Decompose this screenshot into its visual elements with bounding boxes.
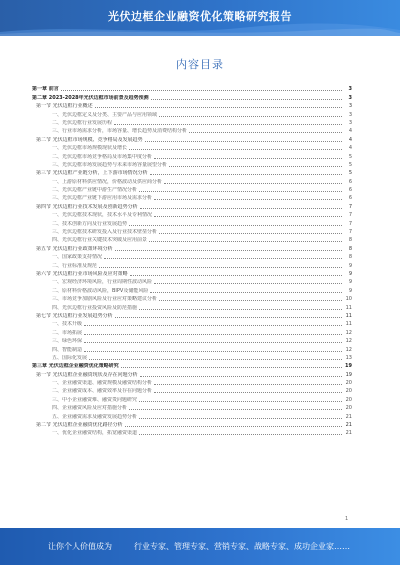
toc-entry-page: 20: [345, 380, 352, 387]
toc-leader-dots: [115, 249, 342, 251]
toc-entry-label: 三、市场竞争加剧风险及行业应对策略建议分析: [52, 296, 158, 303]
toc-leader-dots: [151, 98, 342, 100]
toc-entry-page: 6: [348, 187, 352, 194]
toc-leader-dots: [89, 358, 342, 360]
toc-entry-label: 第三节 光伏边框产业链分析，上下游市场情况分析: [36, 170, 148, 177]
toc-leader-dots: [189, 131, 342, 133]
toc-leader-dots: [115, 316, 342, 318]
toc-entry-page: 21: [345, 413, 352, 420]
toc-entry[interactable]: [32, 386, 352, 394]
toc-entry-label: 第五节 光伏边框行业政策环境分析: [36, 245, 113, 252]
toc-entry[interactable]: [32, 252, 352, 260]
toc-entry[interactable]: [32, 185, 352, 193]
toc-leader-dots: [129, 148, 342, 150]
toc-leader-dots: [84, 350, 342, 352]
toc-leader-dots: [139, 417, 342, 419]
toc-leader-dots: [159, 299, 342, 301]
toc-entry-page: 5: [348, 170, 352, 177]
toc-entry[interactable]: [32, 411, 352, 419]
toc-entry[interactable]: [32, 193, 352, 201]
toc-entry[interactable]: [32, 294, 352, 302]
toc-entry-label: 第二章 2023-2028年光伏边框市场前景及趋势预测: [32, 94, 149, 101]
toc-entry-label: 二、企业融资成本、融资效率及存在问题分析: [52, 388, 153, 395]
toc-leader-dots: [139, 433, 342, 435]
toc-entry-label: 第六节 光伏边框行业市场风险及应对策略: [36, 270, 128, 277]
toc-entry[interactable]: [32, 311, 352, 319]
toc-entry-page: 3: [348, 103, 352, 110]
toc-entry-page: 20: [345, 396, 352, 403]
toc-leader-dots: [169, 165, 342, 167]
toc-entry-page: 12: [345, 329, 352, 336]
toc-entry-label: 四、企业融资风险及应对措施分析: [52, 405, 128, 412]
toc-entry-label: 四、光伏边框行业关键技术突破及应用前景: [52, 237, 148, 244]
toc-entry[interactable]: [32, 151, 352, 159]
toc-entry[interactable]: [32, 235, 352, 243]
toc-entry-page: 6: [348, 195, 352, 202]
toc-entry-label: 一、上游原材料供应情况，价格波动及供应商分析: [52, 178, 163, 185]
toc-entry[interactable]: [32, 201, 352, 209]
toc-entry-page: 9: [348, 287, 352, 294]
toc-entry-page: 11: [345, 312, 352, 319]
toc-leader-dots: [154, 157, 342, 159]
toc-entry[interactable]: [32, 420, 352, 428]
toc-leader-dots: [159, 232, 342, 234]
toc-entry-label: 二、行业标准及规范: [52, 262, 98, 269]
toc-leader-dots: [130, 274, 342, 276]
toc-entry-label: 四、光伏边框行业投资风险及防范措施: [52, 304, 138, 311]
toc-entry[interactable]: [32, 210, 352, 218]
toc-entry-label: 一、国家政策支持情况: [52, 254, 103, 261]
toc-entry[interactable]: [32, 168, 352, 176]
toc-entry-label: 三、绿色环保: [52, 338, 83, 345]
toc-entry-page: 20: [345, 405, 352, 412]
toc-leader-dots: [154, 215, 342, 217]
toc-entry-page: 21: [345, 430, 352, 437]
toc-entry[interactable]: [32, 160, 352, 168]
toc-leader-dots: [154, 391, 342, 393]
toc-entry-label: 第二节 光伏边框企业融资优化路径分析: [36, 422, 123, 429]
toc-entry[interactable]: [32, 101, 352, 109]
toc-leader-dots: [84, 333, 342, 335]
toc-leader-dots: [114, 123, 342, 125]
toc-leader-dots: [150, 291, 342, 293]
toc-entry-page: 3: [348, 111, 352, 118]
toc-entry-label: 二、市场拓展: [52, 329, 83, 336]
toc-entry-page: 7: [348, 220, 352, 227]
toc-entry-page: 3: [348, 94, 352, 101]
toc-entry[interactable]: [32, 403, 352, 411]
toc-leader-dots: [139, 308, 342, 310]
toc-entry-page: 3: [348, 119, 352, 126]
toc-leader-dots: [164, 182, 342, 184]
toc-entry-label: 二、技术创新方向及行业发展趋势: [52, 220, 128, 227]
toc-leader-dots: [61, 89, 342, 91]
toc-entry-page: 12: [345, 346, 352, 353]
toc-entry[interactable]: [32, 269, 352, 277]
toc-leader-dots: [145, 140, 342, 142]
toc-entry-page: 12: [345, 338, 352, 345]
toc-leader-dots: [125, 425, 342, 427]
toc-leader-dots: [149, 240, 342, 242]
toc-entry[interactable]: [32, 394, 352, 402]
toc-entry[interactable]: [32, 285, 352, 293]
toc-entry-label: 第二节 光伏边框市场规模、竞争格局及发展趋势: [36, 136, 143, 143]
toc-entry-label: 五、国际化发展: [52, 354, 88, 361]
toc-entry-label: 一、宏观经济环境风险，行业周期性波动风险: [52, 279, 153, 286]
toc-entry-page: 8: [348, 245, 352, 252]
toc-entry[interactable]: [32, 336, 352, 344]
toc-entry[interactable]: [32, 227, 352, 235]
toc-leader-dots: [139, 190, 342, 192]
toc-leader-dots: [154, 198, 342, 200]
toc-entry[interactable]: [32, 260, 352, 268]
toc-entry[interactable]: [32, 218, 352, 226]
toc-entry[interactable]: [32, 319, 352, 327]
toc-entry[interactable]: [32, 361, 352, 369]
toc-entry-label: 第四节 光伏边框行业技术发展及创新趋势分析: [36, 203, 138, 210]
toc-entry[interactable]: [32, 243, 352, 251]
toc-entry[interactable]: [32, 353, 352, 361]
report-header: [0, 0, 400, 36]
toc-leader-dots: [154, 383, 342, 385]
toc-entry[interactable]: [32, 134, 352, 142]
toc-entry[interactable]: [32, 92, 352, 100]
page-number: 1: [345, 516, 349, 522]
toc-leader-dots: [99, 266, 342, 268]
toc-entry-page: 4: [348, 128, 352, 135]
toc-leader-dots: [159, 115, 342, 117]
footer-slogan: 让你个人价值成为: [48, 542, 112, 551]
toc-leader-dots: [121, 366, 342, 368]
toc-entry-page: 20: [345, 388, 352, 395]
toc-leader-dots: [129, 408, 342, 410]
toc-entry[interactable]: [32, 126, 352, 134]
toc-entry-label: 一、光伏边框市场规模现状及增长: [52, 145, 128, 152]
toc-entry-page: 11: [345, 321, 352, 328]
toc-entry-page: 19: [345, 371, 352, 378]
toc-entry-label: 一、企业融资渠道、融资规模及融资结构分析: [52, 380, 153, 387]
toc-entry-page: 9: [348, 270, 352, 277]
table-of-contents: [32, 84, 352, 436]
toc-entry-label: 三、光伏边框市场发展趋势与未来市场容量展望分析: [52, 161, 168, 168]
toc-entry-page: 7: [348, 203, 352, 210]
toc-leader-dots: [84, 324, 342, 326]
footer-roles: 行业专家、管理专家、营销专家、战略专家、成功企业家……: [134, 542, 350, 551]
toc-entry-page: 10: [345, 296, 352, 303]
toc-leader-dots: [150, 173, 342, 175]
toc-entry-page: 7: [348, 229, 352, 236]
toc-entry-label: 一、光伏边框定义及分类、主要产品与应用领域: [52, 111, 158, 118]
toc-entry-label: 三、中小企业融资难、融资贵问题研究: [52, 396, 138, 403]
toc-heading: 内容目录: [176, 58, 224, 71]
toc-entry[interactable]: [32, 369, 352, 377]
toc-entry-label: 第三章 光伏边框企业融资优化策略研究: [32, 363, 119, 370]
toc-entry-page: 6: [348, 178, 352, 185]
toc-entry-label: 三、行业市场需求分析，市场容量、增长趋势及消费结构分析: [52, 128, 188, 135]
toc-entry[interactable]: [32, 428, 352, 436]
toc-entry[interactable]: [32, 118, 352, 126]
toc-entry-label: 一、优化企业融资结构，拓宽融资渠道: [52, 430, 138, 437]
toc-entry-page: 5: [348, 153, 352, 160]
report-footer: [0, 528, 400, 565]
toc-entry-label: 五、企业融资需求及融资发展趋势分析: [52, 413, 138, 420]
toc-entry-page: 4: [348, 145, 352, 152]
toc-entry[interactable]: [32, 143, 352, 151]
toc-entry[interactable]: [32, 344, 352, 352]
toc-entry-label: 第一节 光伏边框企业融资现状及存在问题分析: [36, 371, 138, 378]
header-wave-decoration: [0, 22, 400, 36]
toc-leader-dots: [84, 341, 342, 343]
toc-leader-dots: [140, 207, 342, 209]
toc-entry[interactable]: [32, 277, 352, 285]
toc-entry-page: 3: [348, 86, 352, 93]
toc-entry[interactable]: [32, 378, 352, 386]
toc-entry-label: 三、光伏边框技术研发投入及行业技术壁垒分析: [52, 229, 158, 236]
toc-entry-page: 9: [348, 262, 352, 269]
toc-entry-label: 二、光伏边框产业链中游生产情况分析: [52, 187, 138, 194]
toc-entry-label: 二、原材料价格波动风险，BIPV及储能风险: [52, 287, 149, 294]
toc-entry-page: 7: [348, 212, 352, 219]
toc-entry-page: 5: [348, 161, 352, 168]
toc-entry-page: 9: [348, 279, 352, 286]
toc-entry[interactable]: [32, 327, 352, 335]
toc-entry-label: 四、智能制造: [52, 346, 83, 353]
toc-leader-dots: [139, 400, 342, 402]
toc-entry-label: 一、技术升级: [52, 321, 83, 328]
report-title: 光伏边框企业融资优化策略研究报告: [108, 10, 292, 23]
toc-leader-dots: [129, 224, 342, 226]
toc-entry-label: 第七节 光伏边框行业发展趋势分析: [36, 312, 113, 319]
toc-entry-label: 三、光伏边框产业链下游应用市场及需求分析: [52, 195, 153, 202]
toc-entry[interactable]: [32, 109, 352, 117]
toc-entry-label: 第一章 前言: [32, 86, 59, 93]
toc-entry[interactable]: [32, 84, 352, 92]
toc-entry-label: 二、光伏边框行业发展历程: [52, 119, 113, 126]
toc-entry-page: 11: [345, 304, 352, 311]
toc-entry[interactable]: [32, 176, 352, 184]
toc-entry-page: 13: [345, 354, 352, 361]
toc-entry-page: 8: [348, 254, 352, 261]
toc-leader-dots: [95, 106, 342, 108]
toc-entry-page: 4: [348, 136, 352, 143]
toc-entry-page: 19: [345, 363, 352, 370]
toc-entry-page: 21: [345, 422, 352, 429]
toc-entry-page: 8: [348, 237, 352, 244]
toc-entry-label: 第一节 光伏边框行业概述: [36, 103, 93, 110]
toc-leader-dots: [104, 257, 342, 259]
toc-entry-label: 二、光伏边框市场竞争格局及市场集中度分析: [52, 153, 153, 160]
toc-entry[interactable]: [32, 302, 352, 310]
toc-entry-label: 一、光伏边框技术现状，技术水平及专利情况: [52, 212, 153, 219]
toc-leader-dots: [140, 375, 342, 377]
toc-leader-dots: [154, 282, 342, 284]
